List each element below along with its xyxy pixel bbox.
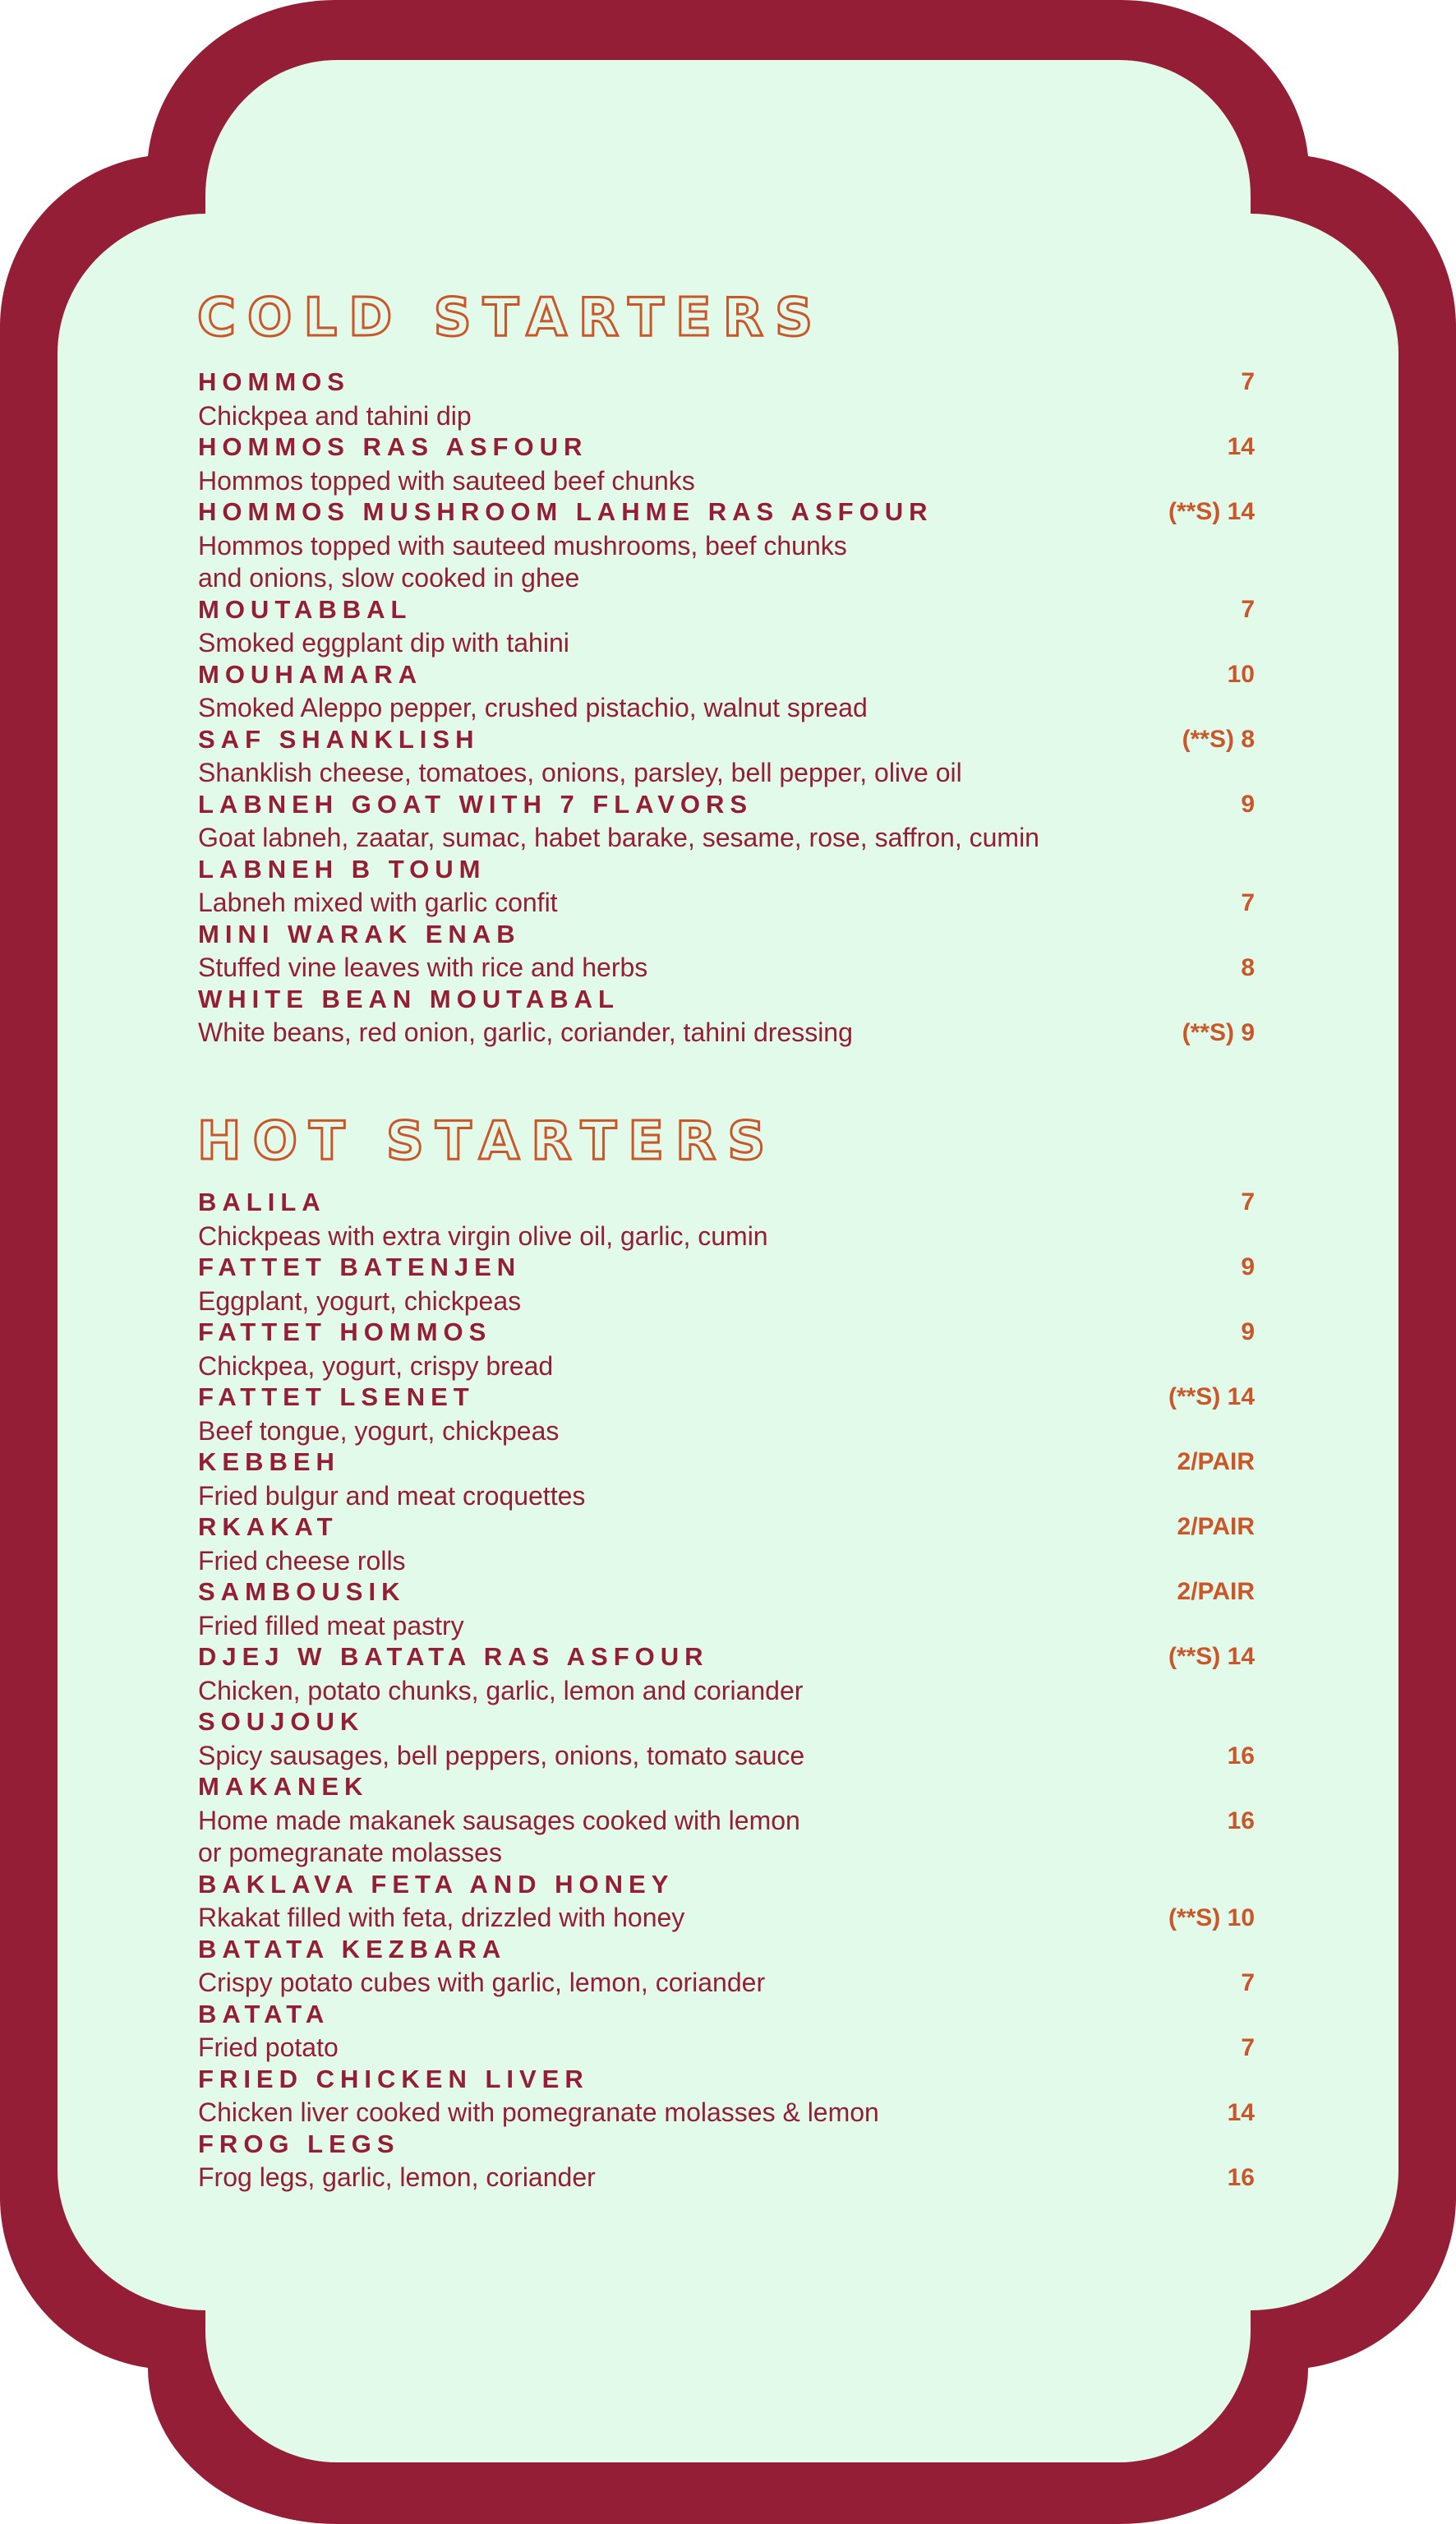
- item-name: SOUJOUK: [198, 1707, 365, 1736]
- item-description: Hommos topped with sauteed beef chunks: [198, 465, 695, 496]
- item-name: SAF SHANKLISH: [198, 724, 480, 754]
- item-name: MOUHAMARA: [198, 659, 423, 689]
- item-name: HOMMOS RAS ASFOUR: [198, 432, 588, 461]
- item-price: 14: [1227, 2099, 1255, 2126]
- item-price: 16: [1227, 2164, 1255, 2191]
- item-description: Chicken liver cooked with pomegranate molasses & lemon: [198, 2097, 879, 2127]
- item-description: Chickpea, yogurt, crispy bread: [198, 1350, 554, 1381]
- item-name: BATATA KEZBARA: [198, 1934, 507, 1963]
- item-description: Spicy sausages, bell peppers, onions, tomato sauce: [198, 1740, 805, 1770]
- item-price: 10: [1227, 660, 1255, 688]
- item-price: 8: [1241, 954, 1255, 981]
- item-description: Labneh mixed with garlic confit: [198, 888, 558, 917]
- item-description: Chicken, potato chunks, garlic, lemon and coriander: [198, 1675, 804, 1705]
- item-name: MOUTABBAL: [198, 594, 412, 624]
- item-price: 2/PAIR: [1177, 1513, 1255, 1540]
- item-name: MINI WARAK ENAB: [198, 919, 521, 948]
- item-price: 2/PAIR: [1177, 1578, 1255, 1605]
- item-price: 7: [1241, 889, 1255, 916]
- item-name: KEBBEH: [198, 1447, 340, 1476]
- item-description: Stuffed vine leaves with rice and herbs: [198, 953, 648, 982]
- item-price: 16: [1227, 1806, 1255, 1834]
- item-price: 7: [1241, 2034, 1255, 2061]
- item-description: Fried bulgur and meat croquettes: [198, 1480, 586, 1511]
- item-price: 16: [1227, 1742, 1255, 1770]
- item-name: BATATA: [198, 1999, 330, 2028]
- item-price: 2/PAIR: [1177, 1448, 1255, 1475]
- item-price: (**S) 14: [1168, 1383, 1255, 1410]
- item-description: Home made makanek sausages cooked with lemon or pomegranate molasses: [198, 1805, 800, 1867]
- section-heading: COLD STARTERS: [197, 288, 825, 348]
- item-description: Rkakat filled with feta, drizzled with honey: [198, 1903, 685, 1932]
- item-name: LABNEH B TOUM: [198, 854, 486, 884]
- item-description: Goat labneh, zaatar, sumac, habet barake, sesame, rose, saffron, cumin: [198, 823, 1039, 852]
- item-description: Beef tongue, yogurt, chickpeas: [198, 1415, 560, 1446]
- item-name: BAKLAVA FETA AND HONEY: [198, 1869, 675, 1899]
- item-price: 9: [1241, 790, 1255, 818]
- item-name: RKAKAT: [198, 1512, 339, 1541]
- item-description: Crispy potato cubes with garlic, lemon, coriander: [198, 1968, 766, 1997]
- item-description: Fried potato: [198, 2033, 339, 2062]
- item-name: FATTET HOMMOS: [198, 1317, 492, 1346]
- item-price: (**S) 10: [1168, 1904, 1255, 1931]
- item-name: BALILA: [198, 1188, 326, 1216]
- item-name: HOMMOS: [198, 367, 350, 396]
- item-description: Smoked Aleppo pepper, crushed pistachio, walnut spread: [198, 693, 868, 722]
- item-description: Chickpeas with extra virgin olive oil, garlic, cumin: [198, 1220, 768, 1251]
- item-price: (**S) 8: [1182, 725, 1255, 753]
- item-name: FRIED CHICKEN LIVER: [198, 2064, 589, 2093]
- item-price: 7: [1241, 1969, 1255, 1996]
- item-name: FATTET BATENJEN: [198, 1253, 522, 1281]
- item-name: HOMMOS MUSHROOM LAHME RAS ASFOUR: [198, 497, 933, 526]
- item-description: Eggplant, yogurt, chickpeas: [198, 1285, 522, 1316]
- item-description: Shanklish cheese, tomatoes, onions, parsley, bell pepper, olive oil: [198, 758, 962, 787]
- item-name: FATTET LSENET: [198, 1382, 475, 1411]
- item-price: 9: [1241, 1318, 1255, 1345]
- item-price: 14: [1227, 433, 1255, 460]
- section-heading: HOT STARTERS: [197, 1111, 777, 1172]
- item-description: Fried cheese rolls: [198, 1545, 406, 1576]
- item-price: 9: [1241, 1253, 1255, 1280]
- item-price: (**S) 14: [1168, 1643, 1255, 1670]
- item-name: WHITE BEAN MOUTABAL: [198, 984, 620, 1013]
- item-description: Chickpea and tahini dip: [198, 400, 472, 431]
- item-description: Smoked eggplant dip with tahini: [198, 628, 569, 658]
- item-description: Fried filled meat pastry: [198, 1610, 464, 1640]
- item-name: MAKANEK: [198, 1772, 369, 1801]
- item-description: Frog legs, garlic, lemon, coriander: [198, 2162, 596, 2192]
- item-name: LABNEH GOAT WITH 7 FLAVORS: [198, 789, 753, 819]
- item-price: 7: [1241, 595, 1255, 623]
- item-name: DJEJ W BATATA RAS ASFOUR: [198, 1642, 709, 1671]
- item-price: 7: [1241, 368, 1255, 395]
- item-name: SAMBOUSIK: [198, 1577, 406, 1606]
- item-price: (**S) 14: [1168, 498, 1255, 525]
- item-description: White beans, red onion, garlic, coriander, tahini dressing: [198, 1017, 853, 1047]
- item-price: (**S) 9: [1182, 1019, 1255, 1046]
- item-name: FROG LEGS: [198, 2129, 400, 2158]
- item-price: 7: [1241, 1188, 1255, 1216]
- item-description: Hommos topped with sauteed mushrooms, beef chunks and onions, slow cooked in ghee: [198, 530, 847, 593]
